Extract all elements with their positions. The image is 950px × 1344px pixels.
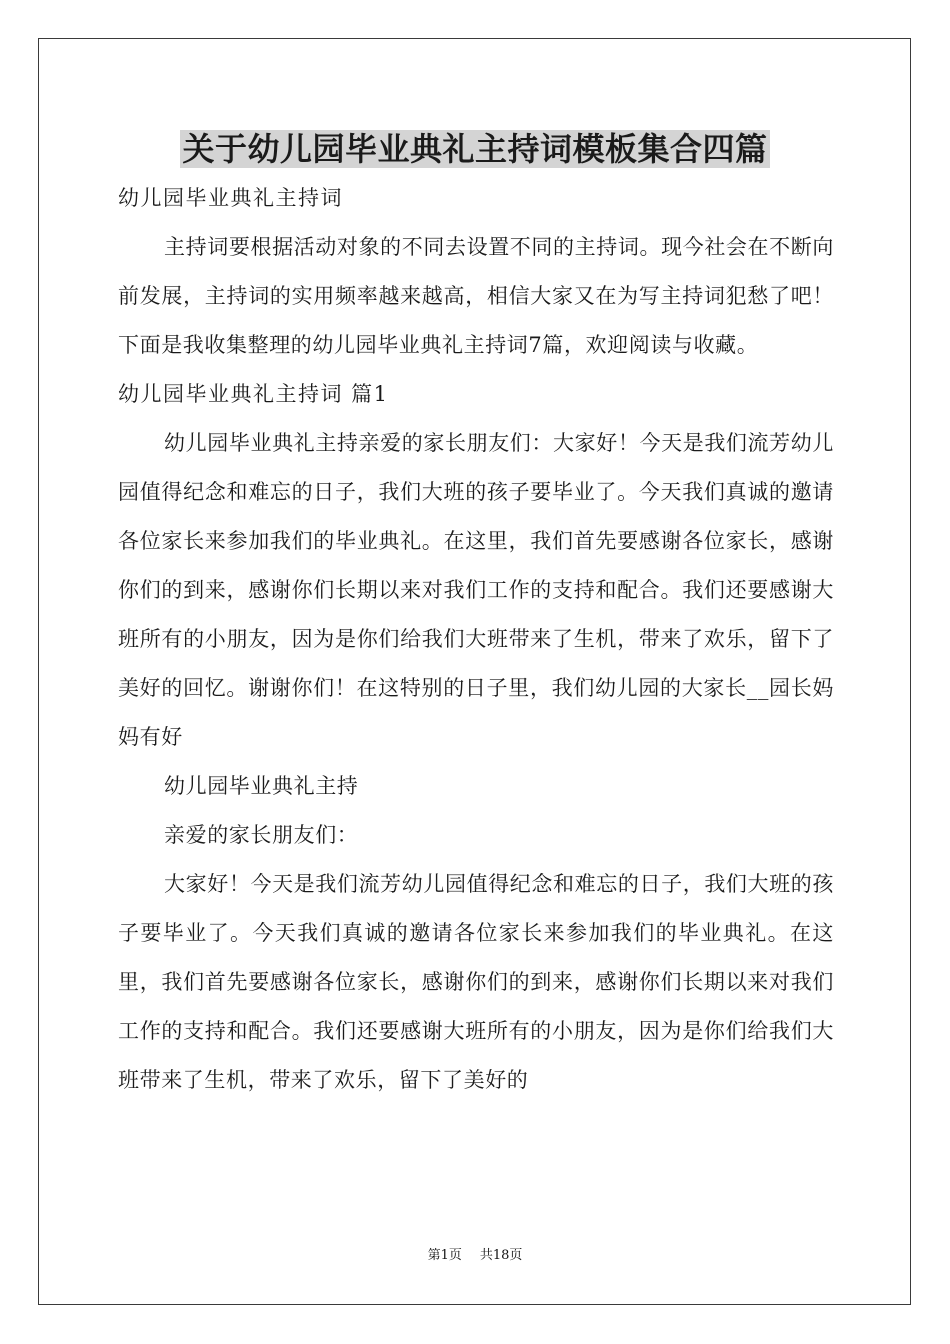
body-paragraph: 幼儿园毕业典礼主持 bbox=[164, 774, 359, 798]
salutation-paragraph: 亲爱的家长朋友们： bbox=[164, 823, 359, 847]
page-total: 共18页 bbox=[479, 1248, 523, 1263]
document-title bbox=[0, 127, 950, 171]
body-paragraph: 幼儿园毕业典礼主持亲爱的家长朋友们：大家好！今天是我们流芳幼儿园值得纪念和难忘的日子，我们大班的孩子要毕业了。今天我们真诚的邀请各位家长来参加我们的毕业典礼。在这里，我们首先要感谢各位家长，感谢你们的到来，感谢你们长期以来对我们工作的支持和配合。我们还要感谢大班所有的小朋友，因为是你们给我们大班带来了生机，带来了欢乐，留下了美好的回忆。谢谢你们！在这特别的日子里，我们幼儿园的大家长__园长妈妈有好 bbox=[118, 431, 834, 749]
intro-paragraph: 主持词要根据活动对象的不同去设置不同的主持词。现今社会在不断向前发展，主持词的实用频率越来越高，相信大家又在为写主持词犯愁了吧！下面是我收集整理的幼儿园毕业典礼主持词7篇，欢迎阅读与收藏。 bbox=[118, 235, 834, 357]
section-heading: 幼儿园毕业典礼主持词 bbox=[118, 186, 343, 210]
page-footer bbox=[0, 1247, 950, 1265]
document-body bbox=[118, 174, 834, 1105]
document-title-text: 关于幼儿园毕业典礼主持词模板集合四篇 bbox=[182, 130, 768, 168]
page-number: 第1页 bbox=[427, 1248, 462, 1263]
section-heading-part-1: 幼儿园毕业典礼主持词 篇1 bbox=[118, 382, 389, 406]
body-paragraph: 大家好！今天是我们流芳幼儿园值得纪念和难忘的日子，我们大班的孩子要毕业了。今天我们真诚的邀请各位家长来参加我们的毕业典礼。在这里，我们首先要感谢各位家长，感谢你们的到来，感谢你们长期以来对我们工作的支持和配合。我们还要感谢大班所有的小朋友，因为是你们给我们大班带来了生机，带来了欢乐，留下了美好的 bbox=[118, 872, 834, 1092]
